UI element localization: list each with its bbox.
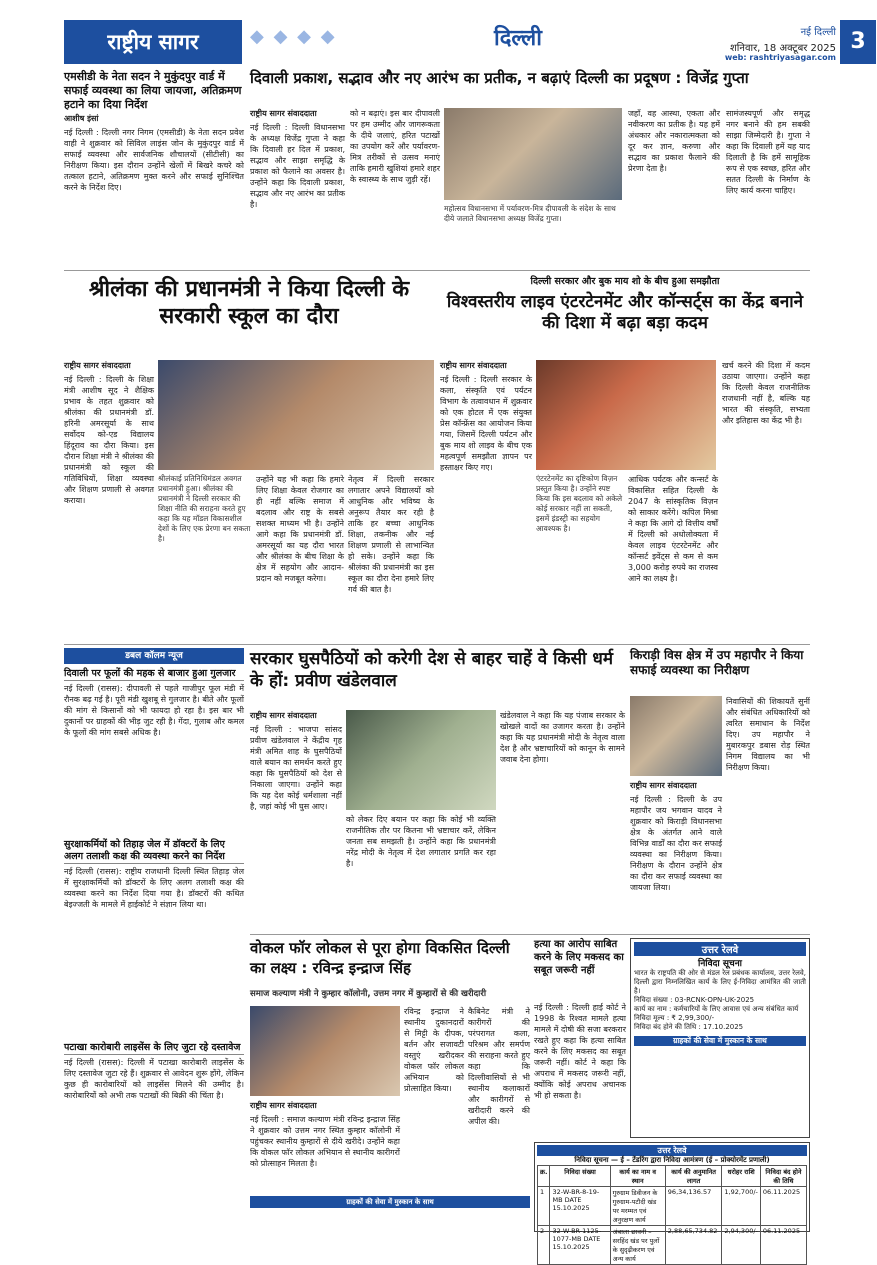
vocal-subhead: समाज कल्याण मंत्री ने कुम्हार कॉलोनी, उत्तम नगर में कुम्हारों से की खरीदारी xyxy=(250,989,487,999)
main-top-col2: को न बढ़ाएं। इस बार दीपावली पर हम उम्मीद और जागरूकता के दीये जलाएं, हरित पटाखों का उपयोग करें और पर्यावरण-मित्र तरीकों से उत्सव मनाएं ताकि हमारी खुशियां हमारे शहर के स्वास्थ्य के साथ जुड़ी रहें। xyxy=(350,109,440,184)
item-title: सुरक्षाकर्मियों को तिहाड़ जेल में डॉक्टरों के लिए अलग तलाशी कक्ष की व्यवस्था करने का निर्देश xyxy=(64,839,244,864)
table-header: कार्य की अनुमानित लागत xyxy=(665,1166,722,1187)
infiltrators-col2: को लेकर दिए बयान पर कहा कि कोई भी व्यक्ति राजनीतिक तौर पर कितना भी भ्रष्टाचार करें, लेकिन जनता सब समझती है। उन्होंने कहा कि प्रधानमंत्री नरेंद्र मोदी के नेतृत्व में देश लगातार प्रगति कर रहा है। xyxy=(346,815,496,868)
infiltrators-col3: खंडेलवाल ने कहा कि यह पंजाब सरकार के खोखले वादों का उजागर करता है। उन्होंने कहा कि यह प्रधानमंत्री मोदी के नेतृत्व वाला देश है और भ्रष्टाचारियों को कानून के सामने जवाब देना होगा। xyxy=(500,711,625,764)
story-body: नई दिल्ली : दिल्ली नगर निगम (एमसीडी) के नेता सदन प्रवेश वाही ने शुक्रवार को सिविल लाइंस जोन के मुकुंदपुर वार्ड में सफाई व्यवस्था और सार्वजनिक शौचालयों (सीटीसी) का निरीक्षण किया। इस दौरान उन्होंने खेलों में बिखरे कचरे को तत्काल हटाने, अतिक्रमण मुक्त करने और सफाई सुनिश्चित करने के निर्देश दिए। xyxy=(64,128,244,192)
crime-story: नई दिल्ली : दिल्ली हाई कोर्ट ने 1998 के रिश्वत मामले हत्या मामले में दोषी की सजा बरकरार रखते हुए कहा कि हत्या साबित करने के लिए मकसद का सबूत जरूरी नहीं। कोर्ट ने कहा कि अपराध में मकसद जरूरी नहीं, क्योंकि कोई अपराध अचानक भी हो सकता है। xyxy=(534,1003,626,1100)
table-cell: 96,34,136.57 xyxy=(665,1187,722,1226)
table-header: निविदा बंद होने की तिथि xyxy=(760,1166,806,1187)
conference-photo xyxy=(536,360,716,470)
edition-label: नई दिल्ली xyxy=(800,27,836,38)
table-header: कार्य का नाम व स्थान xyxy=(610,1166,665,1187)
table-cell: 32-W-BR-1125-1077-MB DATE 15.10.2025 xyxy=(550,1226,610,1265)
table-row xyxy=(538,1226,807,1265)
srilanka-col2: उन्होंने यह भी कहा कि हमारे लिए शिक्षा केवल रोजगार का ही नहीं बल्कि समाज में बदलाव और राष्ट्र के सबसे सशक्त माध्यम भी है। उन्होंने आगे कहा कि प्रधानमंत्री डॉ. अमरसूर्या का यह दौरा भारत और श्रीलंका के बीच शिक्षा के क्षेत्र में सहयोग और आदान-प्रदान को मजबूत करेगा। xyxy=(256,475,344,583)
entertainment-col1: राष्ट्रीय सागर संवाददाता नई दिल्ली : दिल्ली सरकार के कला, संस्कृति एवं पर्यटन विभाग के तत्वावधान में शुक्रवार को एक होटल में एक संयुक्त प्रेस कॉन्फ्रेंस का आयोजन किया गया, जिसमें दिल्ली पर्यटन और बुक माय शो लाइव के बीच एक महत्वपूर्ण समझौता ज्ञापन पर हस्ताक्षर किए गए। xyxy=(440,361,532,472)
tender-table xyxy=(537,1165,807,1265)
table-cell: 06.11.2025 xyxy=(760,1187,806,1226)
table-header: धरोहर राशि xyxy=(722,1166,760,1187)
table-cell: 06.11.2025 xyxy=(760,1226,806,1265)
entertainment-headline: विश्वस्तरीय लाइव एंटरटेनमेंट और कॉन्सर्ट्स का केंद्र बनाने की दिशा में बढ़ा बड़ा कदम xyxy=(446,292,804,333)
table-cell: 2,88,65,734.82 xyxy=(665,1226,722,1265)
tender-notice-1: उत्तर रेलवे निविदा सूचना भारत के राष्ट्रपति की ओर से मंडल रेल प्रबंधक कार्यालय, उत्तर रेलवे, दिल्ली द्वारा निम्नलिखित कार्य के लिए ई-निविदा आमंत्रित की जाती है। निविदा संख्या : 03-RCNK-OPN-UK-2025 कार्य का नाम : कर्मचारियों के लिए आवास एवं अन्य संबंधित कार्य निविदा मूल्य : ₹ 2,99,300/- निविदा बंद होने की तिथि : 17.10.2025 ग्राहकों की सेवा में मुस्कान के साथ xyxy=(630,938,810,1138)
khandelwal-photo xyxy=(346,710,496,810)
table-cell: गुरुग्राम डिवीजन के गुरुग्राम-पटौदी खंड पर मरम्मत एवं अनुरक्षण कार्य xyxy=(610,1187,665,1226)
srilanka-caption: श्रीलंकाई प्रतिनिधिमंडल अवगत प्रधानमंत्री हुआ। श्रीलंका की प्रधानमंत्री ने दिल्ली सरकार की शिक्षा नीति की सराहना करते हुए कहा कि यह मॉडल विकासशील देशों के लिए एक प्रेरणा बन सकता है। xyxy=(158,474,251,543)
photo-caption: महोत्सव विधानसभा में पर्यावरण-मित्र दीपावली के संदेश के साथ दीये जलाते विधानसभा अध्यक्ष विजेंद्र गुप्ता। xyxy=(444,204,616,223)
item-body: नई दिल्ली (रासस): दिल्ली में पटाखा कारोबारी लाइसेंस के लिए दस्तावेज जुटा रहे हैं। शुक्रवार से आवेदन शुरू होंगे, लेकिन कुछ ही कारोबारियों को लाइसेंस मिलने की उम्मीद है। कारोबारियों को अभी तक पटाखों की बिक्री की चिंता है। xyxy=(64,1058,244,1100)
cleanliness-col1: राष्ट्रीय सागर संवाददाता नई दिल्ली : दिल्ली के उप महापौर जय भगवान यादव ने शुक्रवार को किराड़ी विधानसभा क्षेत्र के अंतर्गत आने वाले विभिन्न वार्डों का दौरा कर सफाई व्यवस्था का निरीक्षण किया। निरीक्षण के दौरान उन्होंने क्षेत्र का दौरा कर सफाई व्यवस्था का जायजा लिया। xyxy=(630,781,722,892)
vocal-headline: वोकल फॉर लोकल से पूरा होगा विकसित दिल्ली का लक्ष्य : रविन्द्र इन्द्राज सिंह xyxy=(250,939,510,977)
main-top-headline: दिवाली प्रकाश, सद्भाव और नए आरंभ का प्रतीक, न बढ़ाएं दिल्ली का प्रदूषण : विजेंद्र गुप्ता xyxy=(250,69,749,87)
vocal-col2: रविन्द्र इन्द्राज ने स्थानीय दुकानदारों से मिट्टी के दीपक, बर्तन और सजावटी वस्तुएं खरीदकर वोकल फॉर लोकल अभियान को प्रोत्साहित किया। xyxy=(404,1007,464,1093)
srilanka-col3: नेतृत्व में दिल्ली सरकार लगातार अपने विद्यालयों को आधुनिक और भविष्य के अनुरूप तैयार कर रही है ताकि हर बच्चा आधुनिक शिक्षा, तकनीक और नई शिक्षण प्रणाली से लाभान्वित हो सके। उन्होंने कहा कि श्रीलंका की प्रधानमंत्री का इस स्कूल का दौरा देना हमारे लिए गर्व की बात है। xyxy=(348,475,434,594)
dateline: शनिवार, 18 अक्टूबर 2025 xyxy=(730,43,836,54)
entertainment-col2: आधिक पर्यटक और कन्सर्ट के विकासित सहित दिल्ली के 2047 के सांस्कृतिक विज़न को साकार करेंगे। कपिल मिश्रा ने कहा कि आगे दो वित्तीय वर्षों में दिल्ली को अधोलोक्यता में केवल लाइव एंटरटेनमेंट और कॉन्सर्ट इवेंट्स से कम से कम 3,000 करोड़ रुपये का राजस्व आने का लक्ष्य है। xyxy=(628,475,718,583)
tender-footer: ग्राहकों की सेवा में मुस्कान के साथ xyxy=(250,1196,530,1208)
main-top-col3: जहाँ, वह आस्था, एकता और नवीकरण का प्रतीक है। यह हमें अंधकार और नकारात्मकता को दूर कर ज्ञान, करुणा और सद्भाव का प्रकाश फैलाने की प्रेरणा देता है। xyxy=(628,109,720,173)
brand-logo: राष्ट्रीय सागर xyxy=(64,20,242,64)
entertainment-kicker: दिल्ली सरकार और बुक माय शो के बीच हुआ समझौता xyxy=(530,276,720,287)
city-title: दिल्ली xyxy=(494,26,542,51)
left-top-headline: एमसीडी के नेता सदन ने मुकुंदपुर वार्ड में सफाई व्यवस्था का लिया जायजा, अतिक्रमण हटाने का दिया निर्देश xyxy=(64,70,242,111)
table-header: क्र. xyxy=(538,1166,550,1187)
main-top-col4: सामंजस्यपूर्ण और समृद्ध नगर बनाने की हम सबकी साझा जिम्मेदारी है। गुप्ता ने कहा कि दिवाली हमें यह याद दिलाती है कि हमें सामूहिक रूप से एक स्वच्छ, हरित और सतत दिल्ली के निर्माण के लिए कार्य करना चाहिए। xyxy=(726,109,810,195)
main-top-col1: राष्ट्रीय सागर संवाददाता नई दिल्ली : दिल्ली विधानसभा के अध्यक्ष विजेंद्र गुप्ता ने कहा कि दिवाली हर दिल में प्रकाश, सद्भाव और साझा समृद्धि के प्रकाश को फैलाने का अवसर है। उन्होंने कहा कि दिवाली प्रकाश, सद्भाव और नए आरंभ का प्रतीक है। xyxy=(250,109,345,209)
item-title: पटाखा कारोबारी लाइसेंस के लिए जुटा रहे दस्तावेज xyxy=(64,1042,244,1055)
inspection-photo xyxy=(630,696,722,776)
decorative-dots: ◆ ◆ ◆ ◆ xyxy=(250,26,337,47)
infiltrators-headline: सरकार घुसपैठियों को करेगी देश से बाहर चाहें वे किसी धर्म के हों: प्रवीण खंडेलवाल xyxy=(250,649,614,691)
item-body: नई दिल्ली (रासस): राष्ट्रीय राजधानी दिल्ली स्थित तिहाड़ जेल में सुरक्षाकर्मियों को डॉक्टरों के लिए अलग तलाशी कक्ष की व्यवस्था करने का निर्देश दिया गया है। डॉक्टरों की कथित बेइज्जती के मामले में हाईकोर्ट ने संज्ञान लिया था। xyxy=(64,867,244,909)
entertainment-col3: खर्च करने की दिशा में कदम उठाया जाएगा। उन्होंने कहा कि दिल्ली केवल राजनीतिक राजधानी नहीं है, बल्कि यह भारत की संस्कृति, सभ्यता और इतिहास का केंद्र भी है। xyxy=(722,361,810,425)
table-cell: 1,92,700/- xyxy=(722,1187,760,1226)
table-cell: 2 xyxy=(538,1226,550,1265)
entertainment-caption: एंटरटेनमेंट का दृष्टिकोण विज़न प्रस्तुत किया है। उन्होंने स्पष्ट किया कि इस बदलाव को अकेले कोई सरकार नहीं ला सकती, इसमें इंडस्ट्री का सहयोग आवश्यक है। xyxy=(536,474,623,533)
item-body: नई दिल्ली (रासस): दीपावली से पहले गाजीपुर फूल मंडी में रौनक बढ़ गई है। पूरी मंडी खुशबू से गुलजार है। बीते और फूलों की मांग से किसानों को भी फायदा हो रहा है। इस बार भी दुकानों पर ग्राहकों की भीड़ जुट रही है। गेंदा, गुलाब और कमल के फूलों की मांग सबसे अधिक है। xyxy=(64,684,244,737)
cleanliness-headline: किराड़ी विस क्षेत्र में उप महापौर ने किया सफाई व्यवस्था का निरीक्षण xyxy=(630,648,804,677)
page-number: 3 xyxy=(840,20,876,64)
left-top-story xyxy=(64,113,244,263)
masthead xyxy=(64,20,876,64)
tender-notice-2: उत्तर रेलवे निविदा सूचना — ई – टेंडरिंग द्वारा निविदा आमंत्रण (ई – प्रोक्योरमेंट प्रणाली) क्र. निविदा संख्या कार्य का नाम व स्थान कार्य की अनुमानित लागत धरोहर राशि निविदा बंद होने की तिथि 1 32-W-BR-8-19-MB DATE 15.10.2025 गुरुग्राम डिवीजन के गुरुग्राम-पटौदी खंड पर मरम्मत एवं अनुरक्षण कार्य 96,34,136.57 1,92,700/- 06.11.2025 2 32-W-BR-1125-1077-MB DATE 15.10.2025 अंबाला छावनी – सरहिंद खंड पर पुलों के सुदृढ़ीकरण एवं अन्य कार्य 2,88,65,734.82 2,94,300/- 06.11.2025 xyxy=(534,1142,810,1232)
srilanka-headline: श्रीलंका की प्रधानमंत्री ने किया दिल्ली के सरकारी स्कूल का दौरा xyxy=(88,277,410,329)
website-url: web: rashtriyasagar.com xyxy=(724,53,836,62)
table-header: निविदा संख्या xyxy=(550,1166,610,1187)
diya-lighting-photo xyxy=(444,108,622,200)
potters-photo xyxy=(250,1006,400,1096)
byline: आशीष इंसां xyxy=(64,114,99,123)
double-column-news xyxy=(64,668,244,1188)
divider xyxy=(64,644,810,645)
vocal-col3: कैबिनेट मंत्री ने कारीगरों की परंपरागत कला, परिश्रम और समर्पण की सराहना करते हुए कहा कि दिल्लीवासियों से भी स्थानीय कलाकारों और कारीगरों से खरीदारी करने की अपील की। xyxy=(468,1007,530,1126)
crime-headline: हत्या का आरोप साबित करने के लिए मकसद का सबूत जरूरी नहीं xyxy=(534,939,624,976)
school-visit-photo xyxy=(158,360,434,470)
table-cell: 1 xyxy=(538,1187,550,1226)
table-cell: अंबाला छावनी – सरहिंद खंड पर पुलों के सुदृढ़ीकरण एवं अन्य कार्य xyxy=(610,1226,665,1265)
table-cell: 2,94,300/- xyxy=(722,1226,760,1265)
infiltrators-col1: राष्ट्रीय सागर संवाददाता नई दिल्ली : भाजपा सांसद प्रवीण खंडेलवाल ने केंद्रीय गृह मंत्री अमित शाह के घुसपैठियों वाले बयान का समर्थन करते हुए कहा कि घुसपैठियों को देश से निकाला जाएगा। उन्होंने कहा कि यह देश कोई धर्मशाला नहीं है, जहां कोई भी घुस आए। xyxy=(250,711,342,811)
table-row xyxy=(538,1187,807,1226)
divider xyxy=(250,934,810,935)
divider xyxy=(64,270,810,271)
item-title: दिवाली पर फूलों की महक से बाजार हुआ गुलजार xyxy=(64,668,244,681)
table-cell: 32-W-BR-8-19-MB DATE 15.10.2025 xyxy=(550,1187,610,1226)
vocal-col1: राष्ट्रीय सागर संवाददाता नई दिल्ली : समाज कल्याण मंत्री रविन्द्र इन्द्राज सिंह ने शुक्रवार को उत्तम नगर स्थित कुम्हार कॉलोनी में पहुंचकर स्थानीय कुम्हारों से दीये खरीदे। उन्होंने कहा कि वोकल फॉर लोकल अभियान से स्थानीय कारीगरों को प्रोत्साहन मिलता है। xyxy=(250,1101,400,1168)
srilanka-col1: राष्ट्रीय सागर संवाददाता नई दिल्ली : दिल्ली के शिक्षा मंत्री आशीष सूद ने शैक्षिक प्रभाव के तहत शुक्रवार को श्रीलंका की प्रधानमंत्री डॉ. हरिनी अमरसूर्या के साथ सर्वोदय को-एड विद्यालय हिंदूराव का दौरा किया। इस दौरान शिक्षा मंत्री ने श्रीलंका की प्रधानमंत्री को स्कूल की गतिविधियों, शिक्षा व्यवस्था और शिक्षण प्रणाली से अवगत कराया। xyxy=(64,361,154,505)
cleanliness-col2: निवासियों की शिकायतें सुनीं और संबंधित अधिकारियों को त्वरित समाधान के निर्देश दिए। उप महापौर ने मुबारकपुर डबास रोड़ स्थित निगम विद्यालय का भी निरीक्षण किया। xyxy=(726,697,810,772)
double-column-tag: डबल कॉलम न्यूज xyxy=(64,648,244,664)
